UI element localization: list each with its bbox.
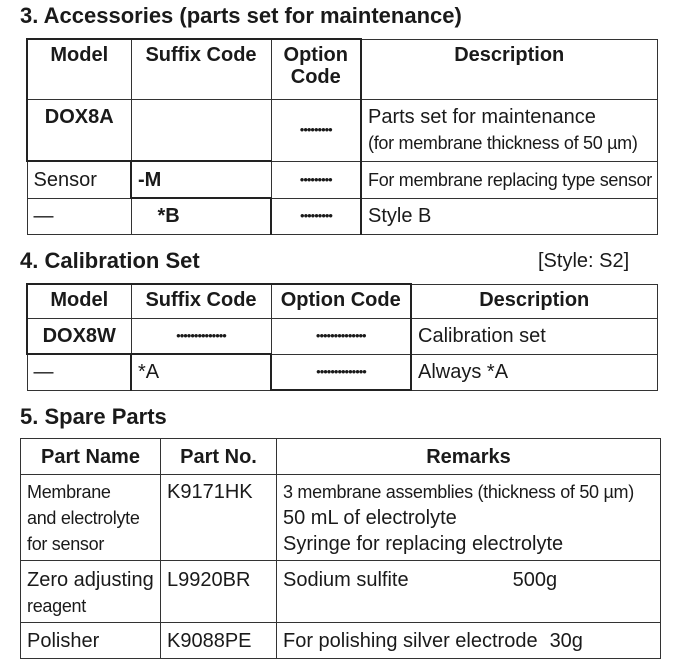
- remark-line: Syringe for replacing electrolyte: [283, 533, 564, 555]
- header-suffix-code: Suffix Code: [131, 39, 271, 99]
- part-name-line: Membrane: [27, 482, 111, 502]
- header-option-code: Option Code: [271, 284, 411, 318]
- header-description: Description: [411, 284, 657, 318]
- description-cell: [361, 99, 657, 161]
- part-no-cell: K9171HK: [161, 475, 277, 561]
- part-name-line: reagent: [27, 596, 86, 616]
- suffix-cell: *B: [131, 198, 271, 234]
- description-cell: For membrane replacing type sensor: [361, 161, 657, 198]
- table-header-row: [27, 284, 657, 318]
- part-name-line: for sensor: [27, 534, 105, 554]
- remarks-cell: [277, 561, 661, 623]
- suffix-cell: [131, 99, 271, 161]
- section-3-title: 3. Accessories (parts set for maintenance): [20, 3, 462, 28]
- calibration-set-table: [26, 283, 658, 391]
- header-description: Description: [361, 39, 657, 99]
- table-row: [27, 161, 657, 198]
- part-name-cell: [21, 561, 161, 623]
- description-line2: (for membrane thickness of 50 µm): [368, 132, 638, 153]
- section-4-title: 4. Calibration Set: [20, 248, 200, 273]
- style-note: [Style: S2]: [538, 250, 630, 272]
- remark-line: 3 membrane assemblies (thickness of 50 µm): [283, 482, 634, 502]
- header-option-line2: Code: [290, 66, 341, 88]
- remark-text: Sodium sulfite: [283, 569, 409, 591]
- suffix-cell: ••••••••••••••: [131, 318, 271, 354]
- model-cell: DOX8W: [27, 318, 131, 354]
- model-cell: DOX8A: [27, 99, 131, 161]
- table-row: [27, 198, 657, 234]
- option-cell: ••••••••••••••: [271, 318, 411, 354]
- remarks-cell: [277, 475, 661, 561]
- header-remarks: Remarks: [277, 439, 661, 475]
- part-name-cell: [21, 475, 161, 561]
- section-5-title: 5. Spare Parts: [20, 404, 167, 429]
- remark-line: 50 mL of electrolyte: [283, 507, 457, 529]
- table-header-row: [21, 439, 661, 475]
- header-option-line1: Option: [283, 44, 348, 66]
- option-cell: ••••••••••••••: [271, 354, 411, 390]
- spare-parts-table: [20, 438, 661, 659]
- description-cell: Always *A: [411, 354, 657, 390]
- description-cell: Calibration set: [411, 318, 657, 354]
- table-row: [21, 623, 661, 659]
- model-cell: Sensor: [27, 161, 131, 198]
- description-cell: Style B: [361, 198, 657, 234]
- table-row: [27, 354, 657, 390]
- remark-text: For polishing silver electrode: [283, 629, 538, 652]
- remark-quantity: 500g: [512, 569, 558, 591]
- header-model: Model: [27, 284, 131, 318]
- header-part-no: Part No.: [161, 439, 277, 475]
- suffix-cell: *A: [131, 354, 271, 390]
- description-line1: Parts set for maintenance: [368, 105, 596, 128]
- part-no-cell: L9920BR: [161, 561, 277, 623]
- remark-quantity: 30g: [549, 629, 583, 652]
- remarks-cell: [277, 623, 661, 659]
- table-row: [27, 318, 657, 354]
- part-name-line: and electrolyte: [27, 508, 140, 528]
- option-cell: •••••••••: [271, 161, 361, 198]
- table-row: [21, 561, 661, 623]
- suffix-cell: -M: [131, 161, 271, 198]
- model-cell: —: [27, 198, 131, 234]
- accessories-table: [26, 38, 658, 235]
- option-cell: •••••••••: [271, 99, 361, 161]
- part-name-cell: Polisher: [21, 623, 161, 659]
- part-name-line: Zero adjusting: [27, 569, 154, 591]
- table-row: [27, 99, 657, 161]
- table-header-row: [27, 39, 657, 99]
- header-suffix-code: Suffix Code: [131, 284, 271, 318]
- part-no-cell: K9088PE: [161, 623, 277, 659]
- header-part-name: Part Name: [21, 439, 161, 475]
- header-model: Model: [27, 39, 131, 99]
- table-row: [21, 475, 661, 561]
- header-option-code: [271, 39, 361, 99]
- model-cell: —: [27, 354, 131, 390]
- option-cell: •••••••••: [271, 198, 361, 234]
